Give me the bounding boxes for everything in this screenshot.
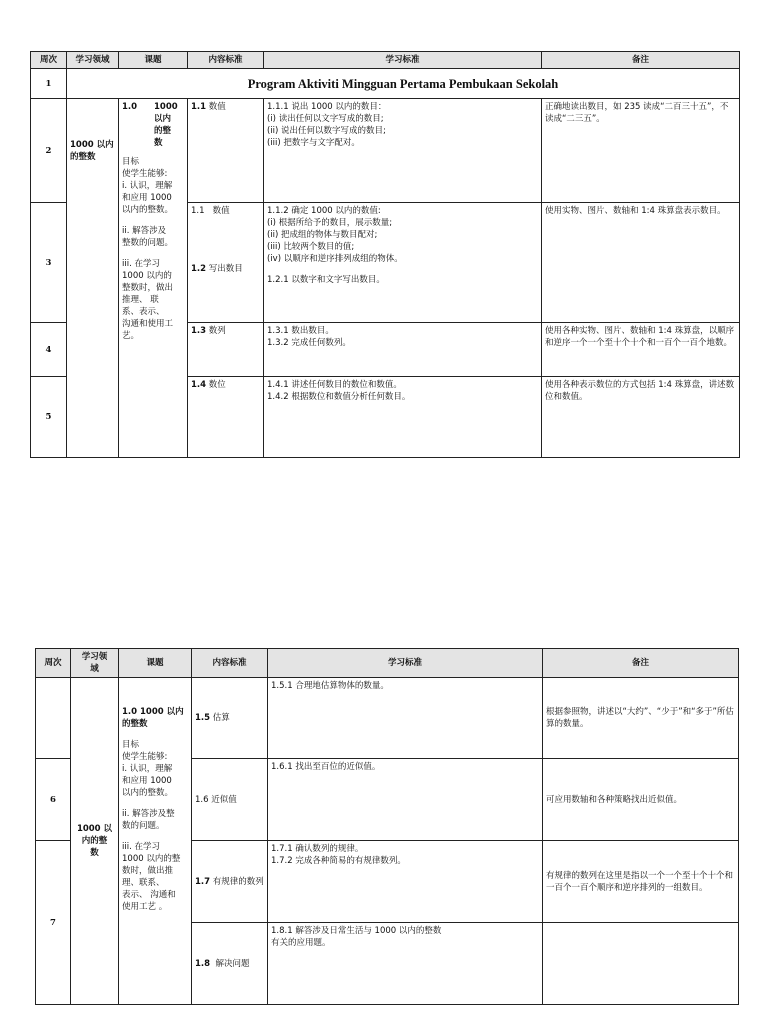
- header-area: 学习领域: [67, 52, 119, 69]
- topic-number: 1.0: [122, 102, 138, 112]
- learning-standard-cell: 1.1.1 说出 1000 以内的数目： (i) 读出任何以文字写成的数目; (ii) 说出任何以数字写成的数目; (iii) 把数字与文字配对。: [264, 99, 542, 203]
- notes-cell: 可应用数轴和各种策略找出近似值。: [543, 759, 739, 841]
- topic-title: 1.0 1000 以内的整数: [122, 707, 184, 729]
- content-standard-cell: 1.8 解决问题: [192, 923, 268, 1005]
- header-notes: 备注: [542, 52, 740, 69]
- topic-title: 1000 以内 的整 数: [154, 102, 178, 148]
- weekly-plan-table-1: [30, 51, 740, 458]
- notes-cell: 根据参照物，讲述以“大约”、“少于”和“多于”所估算的数量。: [543, 678, 739, 759]
- learning-area-label: 1000 以内的整数: [70, 140, 114, 162]
- weekly-plan-table-2: [35, 648, 739, 1005]
- topic-goals: 目标 使学生能够: i. 认识，理解 和应用 1000 以内的整数。: [122, 157, 174, 215]
- notes-cell: [543, 923, 739, 1005]
- program-title: Program Aktiviti Mingguan Pertama Pembukaan Sekolah: [67, 69, 740, 99]
- header-topic: 课题: [119, 649, 192, 678]
- content-standard-cell: 1.7 有规律的数列: [192, 841, 268, 923]
- notes-cell: 使用各种实物、图片、数轴和 1:4 珠算盘，以顺序和逆序一个一个至十个十个和一百个一百个地数。: [542, 323, 740, 377]
- content-standard-cell: 1.4 数位: [188, 377, 264, 458]
- notes-cell: 使用各种表示数位的方式包括 1:4 珠算盘，讲述数位和数值。: [542, 377, 740, 458]
- content-standard-cell: 1.1 数值 1.2 写出数目: [188, 203, 264, 323]
- topic-goals: 目标 使学生能够: i. 认识，理解 和应用 1000 以内的整数。: [122, 740, 174, 798]
- header-content-standard: 内容标准: [188, 52, 264, 69]
- topic-goal-3: iii. 在学习 1000 以内的整 数时，做出推 理、联系、 表示、 沟通和 使用工艺 。: [122, 842, 181, 912]
- learning-standard-cell: 1.6.1 找出至百位的近似值。: [268, 759, 543, 841]
- topic-heading: [122, 101, 184, 149]
- learning-area-cell: [67, 99, 119, 458]
- notes-cell: 使用实物、图片、数轴和 1:4 珠算盘表示数目。: [542, 203, 740, 323]
- week-cell: 5: [31, 377, 67, 458]
- header-topic: 课题: [119, 52, 188, 69]
- learning-standard-cell: 1.1.2 确定 1000 以内的数值: (i) 根据所给予的数目，展示数量; (ii) 把成组的物体与数目配对; (iii) 比较两个数目的值; (iv) 以顺序和逆序排列成组的物体。 1.2.1 以数字和文字写出数目。: [264, 203, 542, 323]
- header-week: 周次: [36, 649, 71, 678]
- topic-goal-3: iii. 在学习 1000 以内的 整数时，做出 推理、 联 系、表示、 沟通和使用工 艺。: [122, 259, 174, 341]
- notes-cell: 有规律的数列在这里是指以一个一个至十个十个和一百个一百个顺序和逆序排列的一组数目。: [543, 841, 739, 923]
- content-standard-cell: 1.1 数值: [188, 99, 264, 203]
- week-cell: 3: [31, 203, 67, 323]
- header-week: 周次: [31, 52, 67, 69]
- header-area: 学习领 域: [71, 649, 119, 678]
- notes-cell: 正确地读出数目，如 235 读成“二百三十五”，不读成“二三五”。: [542, 99, 740, 203]
- header-learning-standard: 学习标准: [264, 52, 542, 69]
- topic-cell: [119, 678, 192, 1005]
- learning-standard-cell: 1.4.1 讲述任何数目的数位和数值。 1.4.2 根据数位和数值分析任何数目。: [264, 377, 542, 458]
- learning-standard-cell: 1.5.1 合理地估算物体的数量。: [268, 678, 543, 759]
- header-content-standard: 内容标准: [192, 649, 268, 678]
- week-cell: 4: [31, 323, 67, 377]
- topic-goal-2: ii. 解答涉及 整数的问题。: [122, 226, 174, 248]
- week-cell: 7: [36, 841, 71, 1005]
- week-cell: 1: [31, 69, 67, 99]
- week-cell: 6: [36, 759, 71, 841]
- content-standard-cell: 1.5 估算: [192, 678, 268, 759]
- header-learning-standard: 学习标准: [268, 649, 543, 678]
- content-standard-cell: 1.3 数列: [188, 323, 264, 377]
- topic-goal-2: ii. 解答涉及整 数的问题。: [122, 809, 175, 831]
- content-standard-cell: 1.6 近似值: [192, 759, 268, 841]
- learning-area-cell: 1000 以 内的整 数: [71, 678, 119, 1005]
- header-notes: 备注: [543, 649, 739, 678]
- week-cell: 2: [31, 99, 67, 203]
- learning-standard-cell: 1.3.1 数出数目。 1.3.2 完成任何数列。: [264, 323, 542, 377]
- topic-cell: [119, 99, 188, 458]
- learning-standard-cell: 1.7.1 确认数列的规律。 1.7.2 完成各种简易的有规律数列。: [268, 841, 543, 923]
- week-cell-empty: [36, 678, 71, 759]
- learning-standard-cell: 1.8.1 解答涉及日常生活与 1000 以内的整数 有关的应用题。: [268, 923, 543, 1005]
